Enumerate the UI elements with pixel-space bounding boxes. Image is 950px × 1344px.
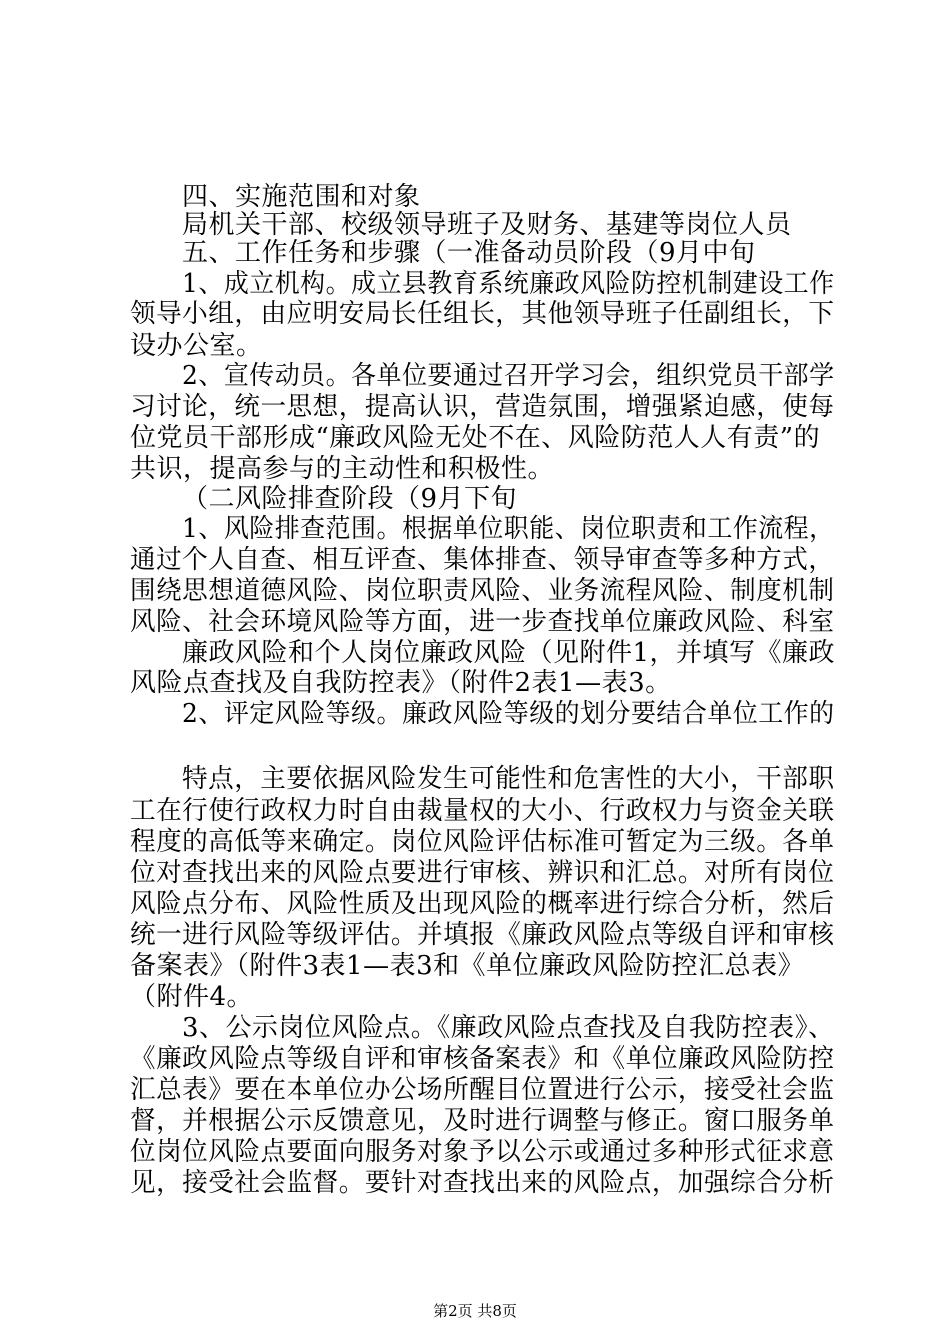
text-line: 备案表》（附件3表1—表3和《单位廉政风险防控汇总表》 <box>130 951 805 981</box>
text-line: 通过个人自查、相互评查、集体排查、领导审查等多种方式， <box>130 545 835 575</box>
text-line: 2、宣传动员。各单位要通过召开学习会，组织党员干部学 <box>182 361 835 391</box>
page-number-footer: 第2页 共8页 <box>433 1302 517 1320</box>
text-line: 特点，主要依据风险发生可能性和危害性的大小，干部职 <box>182 764 835 794</box>
text-line: 见，接受社会监督。要针对查找出来的风险点，加强综合分析 <box>130 1168 835 1198</box>
text-line: 位党员干部形成“廉政风险无处不在、风险防范人人有责”的 <box>130 423 821 453</box>
text-line: 1、成立机构。成立县教育系统廉政风险防控机制建设工作 <box>182 269 835 299</box>
text-line: 位对查找出来的风险点要进行审核、辨识和汇总。对所有岗位 <box>130 858 835 888</box>
text-line: 习讨论，统一思想，提高认识，营造氛围，增强紧迫感，使每 <box>130 392 835 422</box>
text-line: 督，并根据公示反馈意见，及时进行调整与修正。窗口服务单 <box>130 1106 835 1136</box>
text-line: 统一进行风险等级评估。并填报《廉政风险点等级自评和审核 <box>130 920 835 950</box>
text-line: 程度的高低等来确定。岗位风险评估标准可暂定为三级。各单 <box>130 827 835 857</box>
text-line: 《廉政风险点等级自评和审核备案表》和《单位廉政风险防控 <box>130 1044 835 1074</box>
text-line: （附件4。 <box>130 982 254 1012</box>
text-line: 风险点分布、风险性质及出现风险的概率进行综合分析，然后 <box>130 889 835 919</box>
text-line: 五、工作任务和步骤（一准备动员阶段（9月中旬 <box>182 238 756 268</box>
text-line: 局机关干部、校级领导班子及财务、基建等岗位人员 <box>182 210 792 240</box>
text-line: 领导小组，由应明安局长任组长，其他领导班子任副组长，下 <box>130 299 835 329</box>
text-line: 工在行使行政权力时自由裁量权的大小、行政权力与资金关联 <box>130 796 835 826</box>
text-line: 汇总表》要在本单位办公场所醒目位置进行公示，接受社会监 <box>130 1075 835 1105</box>
text-line: 围绕思想道德风险、岗位职责风险、业务流程风险、制度机制 <box>130 576 835 606</box>
text-line: 风险点查找及自我防控表》（附件2表1—表3。 <box>130 668 672 698</box>
text-line: 风险、社会环境风险等方面，进一步查找单位廉政风险、科室 <box>130 607 835 637</box>
text-line: 廉政风险和个人岗位廉政风险（见附件1，并填写《廉政 <box>182 638 836 668</box>
text-line: 共识，提高参与的主动性和积极性。 <box>130 454 555 484</box>
text-line: （二风险排查阶段（9月下旬 <box>182 484 518 514</box>
text-line: 2、评定风险等级。廉政风险等级的划分要结合单位工作的 <box>182 699 835 729</box>
text-line: 位岗位风险点要面向服务对象予以公示或通过多种形式征求意 <box>130 1137 835 1167</box>
text-line: 四、实施范围和对象 <box>182 182 421 212</box>
text-line: 1、风险排查范围。根据单位职能、岗位职责和工作流程， <box>182 514 835 544</box>
text-line: 3、公示岗位风险点。《廉政风险点查找及自我防控表》、 <box>182 1013 835 1043</box>
text-line: 设办公室。 <box>130 331 263 361</box>
